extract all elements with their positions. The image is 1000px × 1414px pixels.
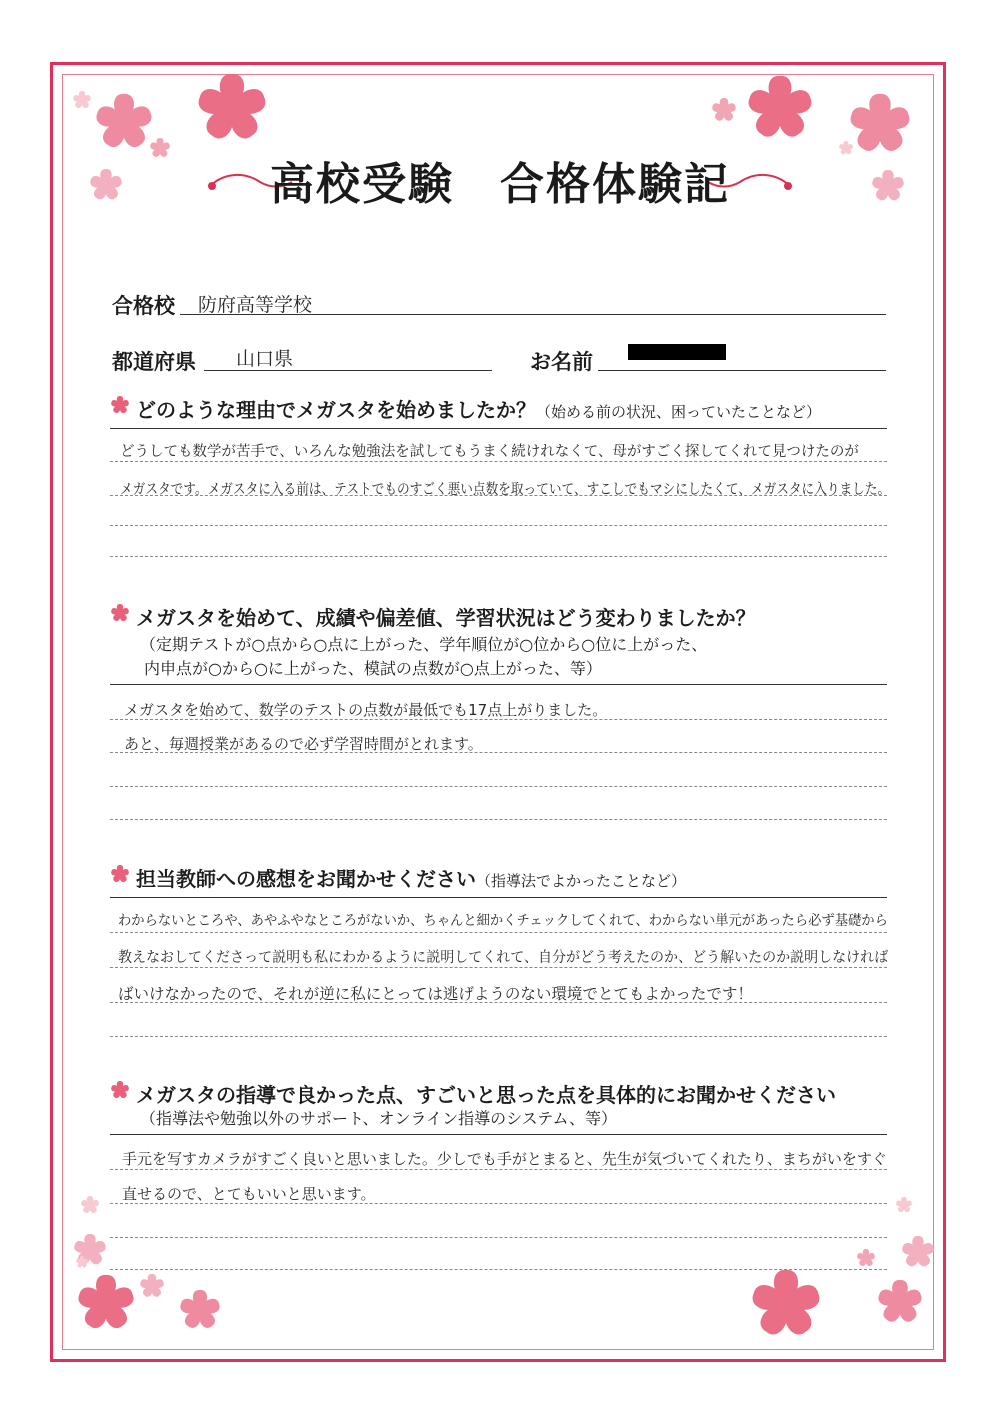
prefecture-label: 都道府県 <box>112 350 196 374</box>
question-3 <box>136 863 686 892</box>
name-underline <box>598 370 886 371</box>
q2-answer-line-2: あと、毎週授業があるので必ず学習時間がとれます。 <box>124 735 483 753</box>
q1-answer-line-2: メガスタです。メガスタに入る前は、テストでものすごく悪い点数を取っていて、すこしでもマシにしたくて、メガスタに入りました。 <box>120 482 891 498</box>
q1-top-rule <box>110 428 887 429</box>
question-3-note: （指導法でよかったことなど） <box>476 872 687 890</box>
q3-rule-2 <box>110 967 887 968</box>
q3-top-rule <box>110 897 887 898</box>
q2-rule-4 <box>110 819 887 820</box>
q3-rule-4 <box>110 1036 887 1037</box>
question-1-note: （始める前の状況、困っていたことなど） <box>536 403 822 421</box>
q2-rule-3 <box>110 786 887 787</box>
q1-rule-4 <box>110 556 887 557</box>
question-2-note-1: （定期テストが○点から○点に上がった、学年順位が○位から○位に上がった、 <box>140 635 708 654</box>
school-value: 防府高等学校 <box>198 294 313 316</box>
q4-answer-line-2: 直せるので、とてもいいと思います。 <box>122 1185 376 1203</box>
q3-rule-3 <box>110 1002 887 1003</box>
q2-rule-1 <box>110 719 887 720</box>
question-4-note: （指導法や勉強以外のサポート、オンライン指導のシステム、等） <box>140 1109 617 1128</box>
q4-rule-4 <box>110 1269 887 1270</box>
q4-rule-2 <box>110 1203 887 1204</box>
q2-answer-line-1: メガスタを始めて、数学のテストの点数が最低でも17点上がりました。 <box>124 701 608 719</box>
q2-top-rule <box>110 684 887 685</box>
q4-rule-1 <box>110 1169 887 1170</box>
q1-rule-1 <box>110 461 887 462</box>
q2-rule-2 <box>110 752 887 753</box>
school-label: 合格校 <box>112 294 175 318</box>
name-label: お名前 <box>530 350 593 374</box>
q1-answer-line-1: どうしても数学が苦手で、いろんな勉強法を試してもうまく続けれなくて、母がすごく探してくれて見つけたのが <box>120 444 859 460</box>
question-4: メガスタの指導で良かった点、すごいと思った点を具体的にお聞かせください <box>136 1083 836 1107</box>
q1-rule-2 <box>110 495 887 496</box>
q3-answer-line-3: ばいけなかったので、それが逆に私にとっては逃げようのない環境でとてもよかったです！ <box>118 985 753 1003</box>
question-3-text: 担当教師への感想をお聞かせください <box>136 867 476 891</box>
question-2: メガスタを始めて、成績や偏差値、学習状況はどう変わりましたか？ <box>136 606 756 630</box>
prefecture-value: 山口県 <box>236 348 294 370</box>
q4-top-rule <box>110 1134 887 1135</box>
q4-answer-line-1: 手元を写すカメラがすごく良いと思いました。少しでも手がとまると、先生が気づいてくれたり、まちがいをすぐ <box>122 1150 887 1168</box>
q3-rule-1 <box>110 932 887 933</box>
question-1 <box>136 394 821 423</box>
name-redaction <box>628 344 726 360</box>
q3-answer-line-1: わからないところや、あやふやなところがないか、ちゃんと細かくチェックしてくれて、わからない単元があったら必ず基礎から <box>118 913 888 929</box>
question-1-text: どのような理由でメガスタを始めましたか？ <box>136 398 536 422</box>
q1-rule-3 <box>110 525 887 526</box>
q3-answer-line-2: 教えなおしてくださって説明も私にわかるように説明してくれて、自分がどう考えたのか、どう解いたのか説明しなければ <box>118 950 889 966</box>
q4-rule-3 <box>110 1237 887 1238</box>
question-2-note-2: 内申点が○から○に上がった、模試の点数が○点上がった、等） <box>144 659 602 678</box>
page-title: 高校受験 合格体験記 <box>270 159 730 210</box>
